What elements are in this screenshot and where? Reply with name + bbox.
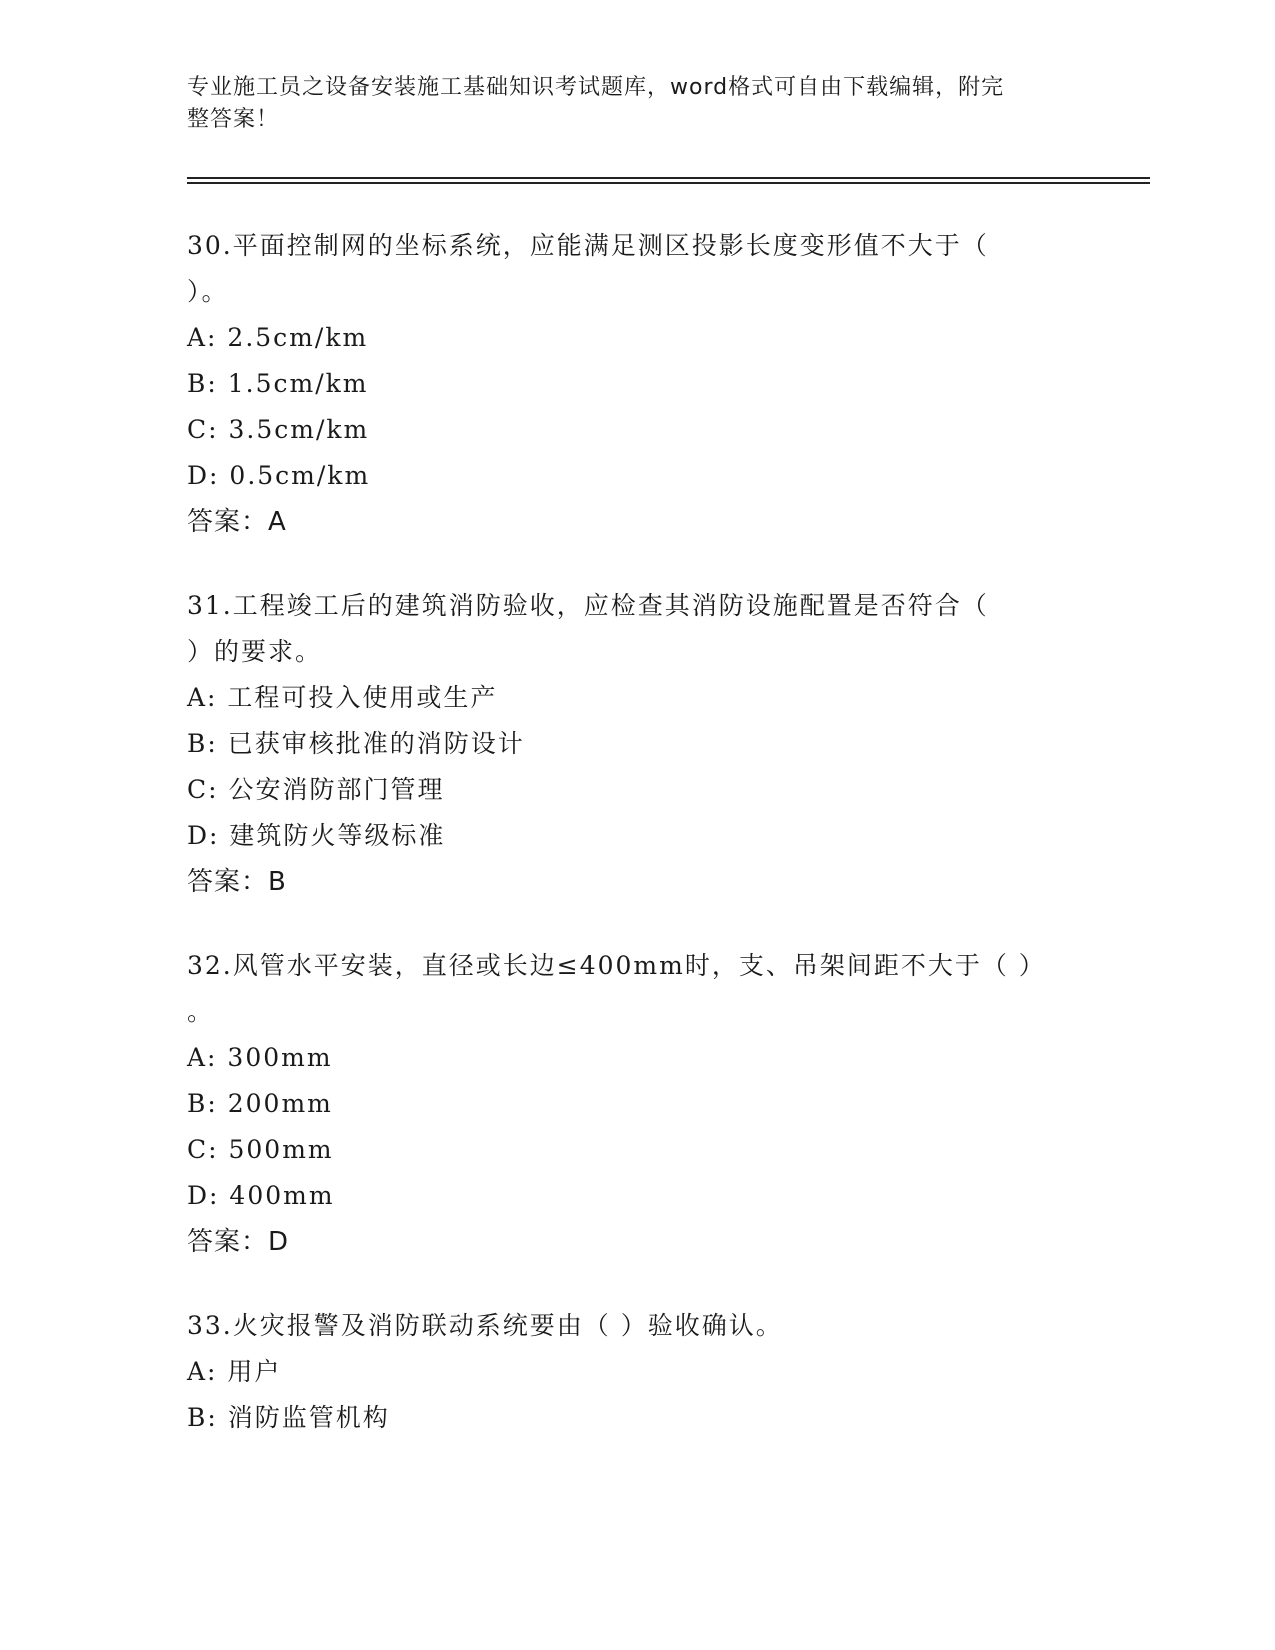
option-d: D: 建筑防火等级标准 — [187, 821, 446, 850]
header-divider-bottom — [187, 182, 1150, 184]
answer: 答案：D — [187, 1227, 290, 1257]
question-31 — [187, 583, 1067, 905]
option-c: C: 500mm — [187, 1135, 334, 1164]
option-a: A: 用户 — [187, 1357, 282, 1386]
option-b: B: 200mm — [187, 1089, 333, 1118]
header-divider-top — [187, 177, 1150, 179]
header-line-1: 专业施工员之设备安装施工基础知识考试题库，word格式可自由下载编辑，附完 — [187, 75, 1005, 100]
header-line-2: 整答案！ — [187, 107, 280, 132]
option-d: D: 400mm — [187, 1181, 335, 1210]
question-stem-continued: ）的要求。 — [187, 637, 323, 666]
option-a: A: 2.5cm/km — [187, 323, 369, 352]
question-32 — [187, 943, 1067, 1265]
option-a: A: 工程可投入使用或生产 — [187, 683, 498, 712]
option-c: C: 公安消防部门管理 — [187, 775, 445, 804]
option-b: B: 1.5cm/km — [187, 369, 369, 398]
option-d: D: 0.5cm/km — [187, 461, 371, 490]
question-30 — [187, 223, 1067, 545]
question-stem: 31.工程竣工后的建筑消防验收，应检查其消防设施配置是否符合（ — [187, 591, 989, 620]
question-stem-continued: 。 — [187, 997, 215, 1026]
option-c: C: 3.5cm/km — [187, 415, 370, 444]
question-stem: 32.风管水平安装，直径或长边≤400mm时，支、吊架间距不大于（ ） — [187, 951, 1046, 980]
question-stem: 33.火灾报警及消防联动系统要由（ ）验收确认。 — [187, 1311, 783, 1340]
document-header — [187, 72, 1067, 136]
answer: 答案：B — [187, 867, 287, 897]
question-stem: 30.平面控制网的坐标系统，应能满足测区投影长度变形值不大于（ — [187, 231, 989, 260]
option-b: B: 已获审核批准的消防设计 — [187, 729, 525, 758]
option-a: A: 300mm — [187, 1043, 333, 1072]
question-stem-continued: ）。 — [187, 277, 229, 306]
option-b: B: 消防监管机构 — [187, 1403, 390, 1432]
question-33 — [187, 1303, 1067, 1441]
answer: 答案：A — [187, 507, 287, 537]
